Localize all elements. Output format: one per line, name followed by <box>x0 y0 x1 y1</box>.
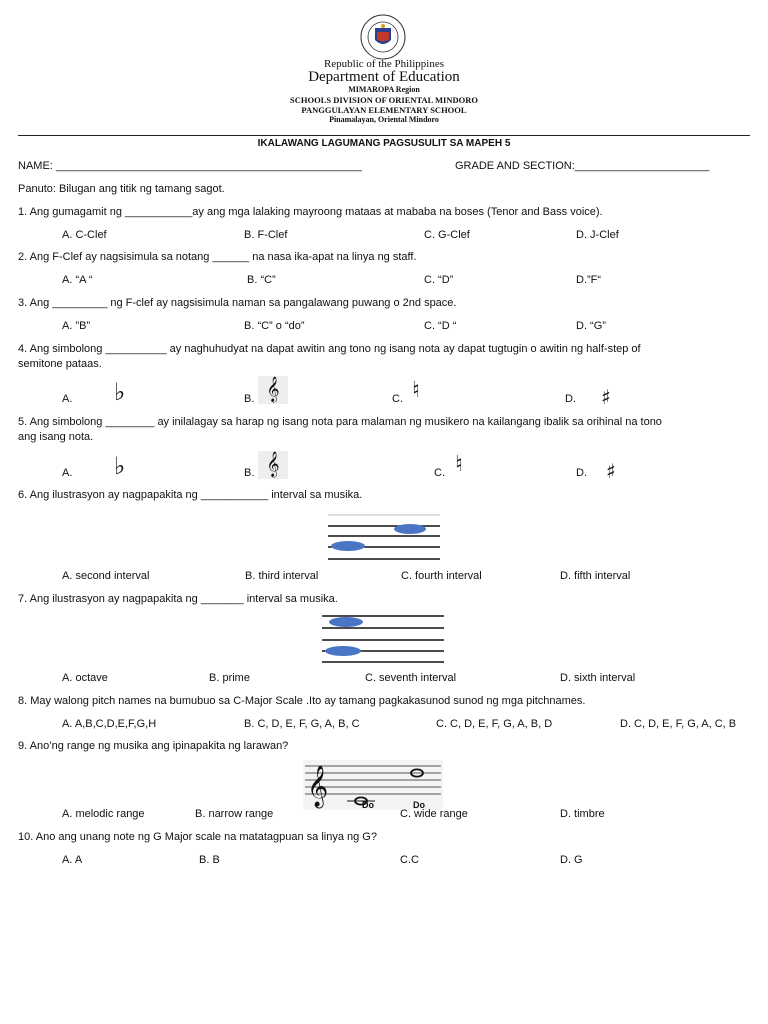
question-7: 7. Ang ilustrasyon ay nagpapakita ng _______ interval sa musika. <box>18 593 338 605</box>
q9-choice-a[interactable]: A. melodic range <box>62 808 145 820</box>
exam-title: IKALAWANG LAGUMANG PAGSUSULIT SA MAPEH 5 <box>257 138 511 149</box>
school-line: PANGGULAYAN ELEMENTARY SCHOOL <box>301 105 467 115</box>
q5-choice-c[interactable]: C. <box>434 467 445 479</box>
q6-staff-illustration <box>328 512 440 562</box>
deped-seal <box>346 14 420 60</box>
q4-choice-d[interactable]: D. <box>565 393 576 405</box>
question-5-line1: 5. Ang simbolong ________ ay inilalagay sa harap ng isang nota para malaman ng musikero na kailangang ibalik sa orihinal na tono <box>18 416 662 428</box>
q8-choice-c[interactable]: C. C, D, E, F, G, A, B, D <box>436 718 553 730</box>
q1-choice-b[interactable]: B. F-Clef <box>244 229 288 241</box>
sharp-icon: ♯ <box>601 385 611 409</box>
question-4-line1: 4. Ang simbolong __________ ay naghuhudyat na dapat awitin ang tono ng isang nota ay dapat tugtugin o awitin ng half-step of <box>18 343 641 355</box>
natural-icon: ♮ <box>455 452 463 477</box>
treble-clef-icon: 𝄞 <box>258 376 288 404</box>
q2-choice-a[interactable]: A. “A “ <box>62 274 93 286</box>
q5-choice-b[interactable]: B. <box>244 467 255 479</box>
q9-choice-d[interactable]: D. timbre <box>560 808 605 820</box>
department-title: Department of Education <box>308 69 460 85</box>
q3-choice-c[interactable]: C. “D “ <box>424 320 457 332</box>
division-line: SCHOOLS DIVISION OF ORIENTAL MINDORO <box>290 95 478 105</box>
q8-choice-a[interactable]: A. A,B,C,D,E,F,G,H <box>62 718 157 730</box>
q9-staff-label-do-2: Do <box>413 800 425 810</box>
q7-staff-illustration <box>322 612 444 664</box>
q6-choice-b[interactable]: B. third interval <box>245 570 319 582</box>
q2-choice-b[interactable]: B. “C” <box>247 274 276 286</box>
question-1: 1. Ang gumagamit ng ___________ay ang mga lalaking mayroong mataas at mababa na boses (Tenor and Bass voice). <box>18 206 603 218</box>
q10-choice-b[interactable]: B. B <box>199 854 220 866</box>
q2-choice-d[interactable]: D.”F“ <box>576 274 602 286</box>
question-2: 2. Ang F-Clef ay nagsisimula sa notang ______ na nasa ika-apat na linya ng staff. <box>18 251 417 263</box>
q9-choice-b[interactable]: B. narrow range <box>195 808 274 820</box>
question-5-line2: ang isang nota. <box>18 431 94 443</box>
sharp-icon: ♯ <box>606 459 616 483</box>
q10-choice-c[interactable]: C.C <box>400 854 419 866</box>
question-9: 9. Ano’ng range ng musika ang ipinapakita ng larawan? <box>18 740 289 752</box>
q4-choice-b[interactable]: B. <box>244 393 255 405</box>
natural-icon: ♮ <box>412 378 420 403</box>
q4-choice-a[interactable]: A. <box>62 393 73 405</box>
header-divider <box>18 135 750 136</box>
q6-choice-d[interactable]: D. fifth interval <box>560 570 631 582</box>
q7-choice-b[interactable]: B. prime <box>209 672 250 684</box>
treble-clef-icon: 𝄞 <box>258 451 288 479</box>
q3-choice-b[interactable]: B. “C” o “do” <box>244 320 305 332</box>
q6-choice-c[interactable]: C. fourth interval <box>401 570 482 582</box>
q7-choice-a[interactable]: A. octave <box>62 672 108 684</box>
q7-choice-d[interactable]: D. sixth interval <box>560 672 636 684</box>
q9-staff-label-do-1: Do <box>362 800 374 810</box>
question-4-line2: semitone pataas. <box>18 358 102 370</box>
q8-choice-d[interactable]: D. C, D, E, F, G, A, C, B <box>620 718 737 730</box>
instructions: Panuto: Bilugan ang titik ng tamang sagot. <box>18 183 225 195</box>
q5-choice-d[interactable]: D. <box>576 467 587 479</box>
q5-choice-a[interactable]: A. <box>62 467 73 479</box>
question-10: 10. Ano ang unang note ng G Major scale na matatagpuan sa linya ng G? <box>18 831 377 843</box>
q4-choice-c[interactable]: C. <box>392 393 403 405</box>
location-line: Pinamalayan, Oriental Mindoro <box>329 115 439 124</box>
q1-choice-a[interactable]: A. C-Clef <box>62 229 107 241</box>
q9-choice-c[interactable]: C. wide range <box>400 808 468 820</box>
question-6: 6. Ang ilustrasyon ay nagpapakita ng ___________ interval sa musika. <box>18 489 363 501</box>
name-field[interactable]: NAME: __________________________________________________ <box>18 160 362 172</box>
q1-choice-c[interactable]: C. G-Clef <box>424 229 470 241</box>
q3-choice-a[interactable]: A. ”B” <box>62 320 91 332</box>
svg-text:𝄞: 𝄞 <box>307 766 329 807</box>
q8-choice-b[interactable]: B. C, D, E, F, G, A, B, C <box>244 718 360 730</box>
q2-choice-c[interactable]: C. “D” <box>424 274 454 286</box>
flat-icon: ♭ <box>114 452 126 480</box>
q3-choice-d[interactable]: D. “G” <box>576 320 606 332</box>
republic-line: Republic of the Philippines <box>323 58 445 70</box>
region-line: MIMAROPA Region <box>348 85 420 94</box>
flat-icon: ♭ <box>114 378 126 406</box>
q1-choice-d[interactable]: D. J-Clef <box>576 229 619 241</box>
q6-choice-a[interactable]: A. second interval <box>62 570 150 582</box>
q10-choice-a[interactable]: A. A <box>62 854 83 866</box>
q7-choice-c[interactable]: C. seventh interval <box>365 672 457 684</box>
grade-section-field[interactable]: GRADE AND SECTION:______________________ <box>455 160 710 172</box>
question-8: 8. May walong pitch names na bumubuo sa C-Major Scale .Ito ay tamang pagkakasunod sunod ng mga pitchnames. <box>18 695 586 707</box>
question-3: 3. Ang _________ ng F-clef ay nagsisimula naman sa pangalawang puwang o 2nd space. <box>18 297 457 309</box>
q10-choice-d[interactable]: D. G <box>560 854 583 866</box>
